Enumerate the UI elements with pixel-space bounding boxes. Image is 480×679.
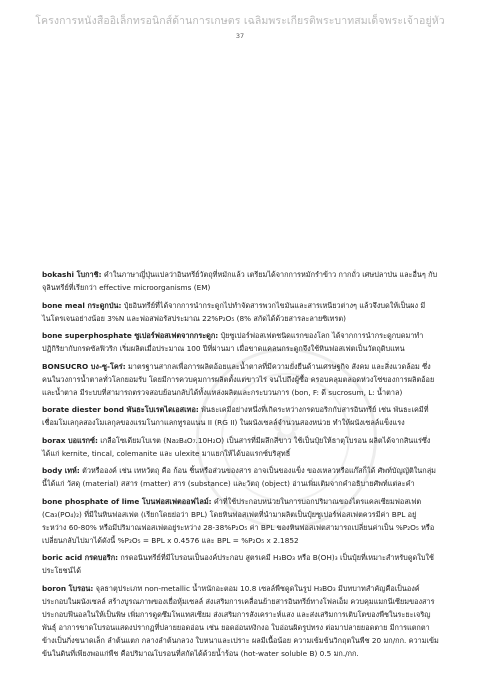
entry-term: boric acid กรดบอริก: [42, 553, 119, 562]
running-header: โครงการหนังสืออิเล็กทรอนิกส์ด้านการเกษตร เฉลิมพระเกียรติพระบาทสมเด็จพระเจ้าอยู่หัว [35, 15, 445, 27]
entry-term: BONSUCRO บง-ซู-โคร่: [42, 361, 126, 371]
entry-term: body เทห์: [42, 466, 80, 475]
seal-emblem-icon: ✿ [272, 409, 301, 449]
glossary-entry-bokashi [42, 268, 440, 294]
entry-term: bokashi โบกาชิ: [42, 270, 102, 279]
glossary-entry-borax [42, 434, 440, 460]
entry-term: borax บอแรกซ์: [42, 435, 98, 445]
glossary-entry-bonsucro [42, 360, 440, 399]
entry-definition: เกลือโซเดียมโบเรต (Na₂B₄O₇.10H₂O) เป็นสารที่มีผลึกสีขาว ใช้เป็นปุ๋ยให้ธาตุโบรอน ผลิตได้จากสินแร่ซึ่งได้แก่ kernite, tincal, colemanite และ ulexite มาแยกให้ได้บอแรกซ์บริสุทธิ์ [42, 435, 431, 458]
glossary-entry-borate-diester-bond [42, 403, 440, 429]
glossary-entry-bone-superphosphate [42, 329, 440, 355]
page-number: 37 [235, 32, 245, 40]
entry-definition: จุลธาตุประเภท non-metallic น้ำหนักอะตอม 10.8 เซลล์พืชดูดในรูป H₃BO₃ มีบทบาทสำคัญคือเป็นองค์ประกอบในผนังเซลล์ สร้างบูรณภาพของเยื่อหุ้มเซลล์ ส่งเสริมการเคลื่อนย้ายสารอินทรีย์ทางโฟลเอ็ม ควบคุมแมกนีเซียมของสารประกอบฟีนอลในให้เป็นพิษ เพิ่มการดูดซึมโพแทสเซียม ส่งเสริมการสังเคราะห์แสง และส่งเสริมการเติบโตของพืชในระยะเจริญพันธุ์ อาการขาดโบรอนแสดงปรากฏที่ปลายยอดอ่อน เช่น ยอดอ่อนหงิกงอ ใบอ่อนผิดรูปทรง ต่อมาปลายยอดตาย มีการแตกตาข้างเป็นกิ่งขนาดเล็ก ลำต้นแตก กลางลำต้นกลวง ใบหนาและเปราะ ผลมีเนื้อน้อย ความเข้มข้นวิกฤตในพืช 20 มก/กก. ความเข้มข้นในดินที่เพียงพอแก่พืช คือปริมาณโบรอนที่สกัดได้ด้วยน้ำร้อน (hot-water soluble B) 0.5 มก./กก. [42, 583, 439, 658]
entry-term: bone phosphate of lime โบนฟอสเฟตออฟไลม์: [42, 496, 212, 506]
entry-definition: มาตรฐานสากลเพื่อการผลิตอ้อยและน้ำตาลที่มีความยั่งยืนด้านเศรษฐกิจ สังคม และสิ่งแวดล้อม ซึ่งคนในวงการน้ำตาลทั่วโลกยอมรับ โดยมีการควบคุมการผลิตตั้งแต่ขาวไร่ จนไปถึงผู้ซื้อ ครอบคลุมตลอดห่วงโซ่ของการผลิตอ้อยและน้ำตาล มีระบบที่สามารถตรวจสอบย้อนกลับได้ทั้งแหล่งผลิตและกระบวนการ (bon, F: ดี sucrosum, L: น้ำตาล) [42, 361, 435, 397]
entry-term: boron โบรอน: [42, 583, 94, 593]
glossary-entry-boric-acid [42, 551, 440, 577]
entry-term: bone meal กระดูกป่น: [42, 300, 122, 310]
entry-term: bone superphosphate ซูเปอร์ฟอสเฟตจากกระดูก: [42, 331, 219, 340]
glossary-content [42, 268, 440, 664]
entry-definition: ปุ๋ยอินทรีย์ที่ได้จากการนำกระดูกไปทำจัดสารพวกไขมันและสารเหนียวต่างๆ แล้วจึงบดให้เป็นผง มีไนโตรเจนอย่างน้อย 3%N และฟอสฟอรัสประมาณ 22%P₂O₅ (8% สกัดได้ด้วยสารละลายซิเทรต) [42, 300, 426, 323]
glossary-entry-boron [42, 582, 440, 660]
glossary-entry-bone-phosphate-of-lime [42, 495, 440, 547]
glossary-entry-bone-meal [42, 299, 440, 325]
entry-definition: ปุ๋ยซูเปอร์ฟอสเฟตชนิดแรกของโลก ได้จากการนำกระดูกบดมาทำปฏิกิริยากับกรดซัลฟิวริก เริ่มผลิตเมื่อประมาณ 100 ปีที่ผ่านมา เมื่อขาดแคลนกระดูกจึงใช้หินฟอสเฟตเป็นวัตถุดิบแทน [42, 331, 424, 353]
entry-definition: คำที่ใช้ประกอบหน่วยในการบอกปริมาณของไตรแคลเซียมฟอสเฟต (Ca₃(PO₄)₂) ที่มีในหินฟอสเฟต (เรียกโดยย่อว่า BPL) โดยหินฟอสเฟตที่นำมาผลิตเป็นปุ๋ยซูเปอร์ฟอสเฟตควรมีค่า BPL อยู่ระหว่าง 60-80% หรือมีปริมาณฟอสเฟตอยู่ระหว่าง 28-38%P₂O₅ ค่า BPL ของหินฟอสเฟตสามารถเปลี่ยนค่าเป็น %P₂O₅ หรือเปลี่ยนกลับไปมาได้ดังนี้ %P₂O₅ = BPL x 0.4576 และ BPL = %P₂O₅ x 2.1852 [42, 496, 435, 545]
entry-definition: ตัวหรือองค์ เช่น เทหวัตถุ คือ ก้อน ชิ้นหรือส่วนของสาร อาจเป็นของแข็ง ของเหลวหรือแก๊สก็ได้ ศัพท์บัญญัติในกลุ่มนี้ได้แก่ วัสดุ (material) สสาร (matter) สาร (substance) และวัตถุ (object) อ่านเพิ่มเติมจากคำอธิบายศัพท์แต่ละคำ [42, 466, 436, 488]
entry-definition: พันธะเคมีอย่างหนึ่งที่เกิดระหว่างกรดบอริกกับสารอินทรีย์ เช่น พันธะเคมีที่เชื่อมโมเลกุลสองโมเลกุลของแรมโนกาแลกทูรอแนน II (RG II) ในผนังเซลล์จำนวนสองหน่วย ทำให้ผนังเซลล์แข็งแรง [42, 405, 429, 427]
entry-term: borate diester bond พันธะโบเรตไดเอสเทอ: [42, 405, 199, 414]
glossary-entry-body [42, 464, 440, 490]
entry-definition: คำในภาษาญี่ปุ่นแปลว่าอินทรีย์วัตถุที่หมักแล้ว เตรียมได้จากการหมักรำข้าว กากถั่ว เศษปลาป่น และอื่นๆ กับจุลินทรีย์ที่เรียกว่า effective microorganisms (EM) [42, 270, 438, 292]
entry-definition: กรดอนินทรีย์ที่มีโบรอนเป็นองค์ประกอบ สูตรเคมี H₃BO₃ หรือ B(OH)₃ เป็นปุ๋ยที่เหมาะสำหรับดูดใบใช้ประโยชน์ได้ [42, 553, 435, 575]
